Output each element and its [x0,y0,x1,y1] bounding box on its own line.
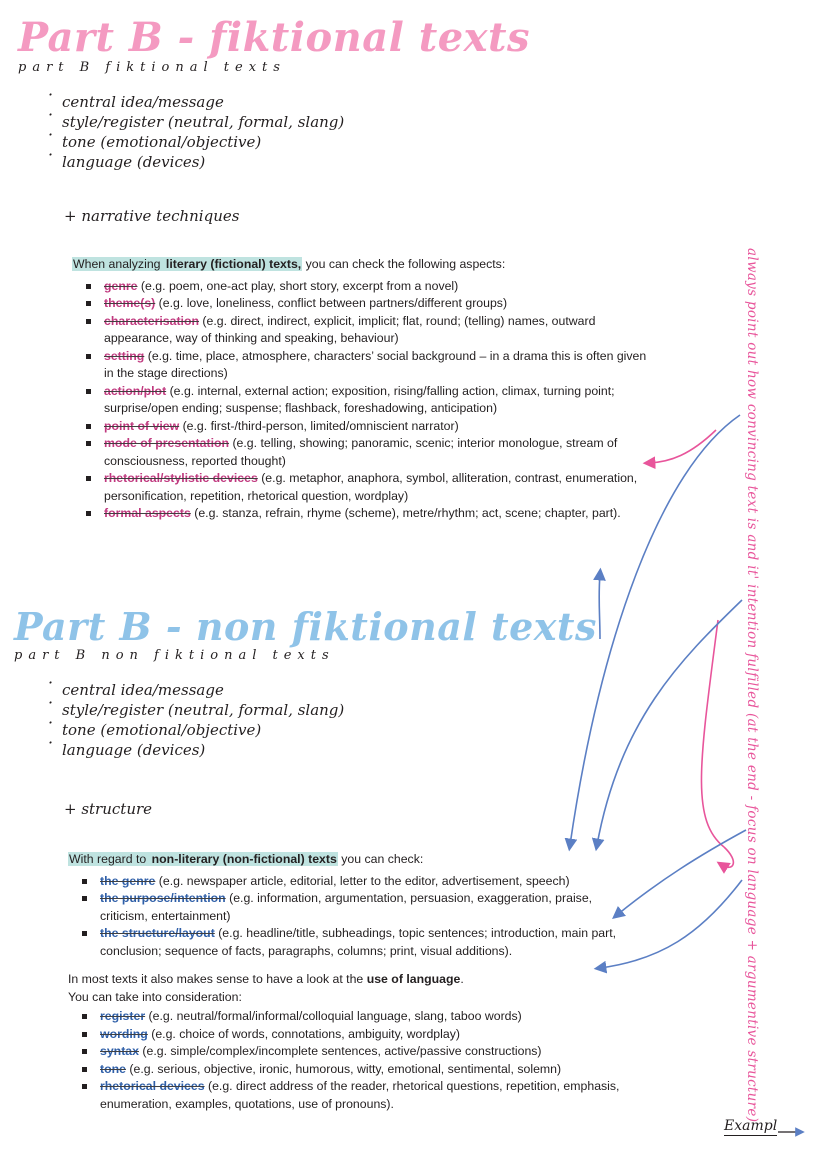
list-item [72,348,652,383]
section-b-language-list [68,1008,628,1113]
item-text: (e.g. serious, objective, ironic, humorous, witty, emotional, sentimental, solemn) [125,1061,562,1076]
list-item [68,925,628,960]
list-item [68,1061,628,1079]
keyword: genre [104,278,138,293]
item-text: (e.g. poem, one-act play, short story, excerpt from a novel) [137,278,459,293]
item-text: (e.g. telling, showing; panoramic, scenic; interior monologue, stream of consciousness, reported thought) [104,436,618,468]
list-item [72,313,652,348]
item-text: (e.g. internal, external action; exposition, rising/falling action, climax, turning point; surprise/open ending; suspense; flashback, foreshadowing, anticipation) [104,383,615,415]
list-item [68,1078,628,1113]
keyword: theme(s) [104,296,156,310]
list-item [72,418,652,436]
keyword: characterisation [104,313,200,328]
item-text: (e.g. neutral/formal/informal/colloquial language, slang, taboo words) [145,1009,522,1023]
keyword: register [100,1009,146,1023]
example-note: Exampl [724,1118,778,1134]
list-item [72,470,652,505]
list-item [72,435,652,470]
list-item: · tone (emotional/objective) [44,720,344,740]
item-text: (e.g. love, loneliness, conflict between partners/different groups) [155,296,508,310]
intro-post: you can check: [337,852,424,866]
item-text: (e.g. stanza, refrain, rhyme (scheme), metre/rhythm; act, scene; chapter, part). [190,506,621,520]
list-item [68,1008,628,1026]
keyword: rhetorical devices [100,1079,205,1093]
intro-bold: literary (fictional) texts, [165,257,302,271]
section-b-handwritten-list [44,680,344,760]
section-b-plus-note: + structure [64,800,153,818]
use-of-language-line [68,971,628,989]
list-item [72,278,652,296]
intro-pre: When analyzing [73,257,164,271]
consideration-line: You can take into consideration: [68,989,242,1004]
intro-pre: With regard to [69,852,150,866]
section-b-title [14,604,597,663]
item-text: (e.g. direct address of the reader, rhetorical questions, repetition, emphasis, enumeration, examples, quotations, use of pronouns). [100,1079,620,1111]
list-item [68,873,628,891]
item-text: (e.g. newspaper article, editorial, letter to the editor, advertisement, speech) [155,873,570,888]
list-item: · central idea/message [44,680,344,700]
section-a-aspect-list [72,278,652,523]
list-item: · language (devices) [44,740,344,760]
section-b-title-script: Part B - non fiktional texts [14,604,597,649]
keyword: action/plot [104,383,167,398]
keyword: point of view [104,418,180,433]
mid-line-post: . [460,972,464,986]
list-item [72,383,652,418]
keyword: the structure/layout [100,926,215,940]
keyword: the genre [100,873,156,888]
list-item: · central idea/message [44,92,344,112]
list-item [68,1043,628,1061]
item-text: (e.g. headline/title, subheadings, topic sentences; introduction, main part, conclusion; sequence of facts, paragraphs, columns; print, visual additions). [100,926,617,958]
section-b-printed-block [68,851,628,1113]
item-text: (e.g. direct, indirect, explicit, implicit; flat, round; (telling) names, outward appearance, way of thinking and speaking, behaviour) [104,313,596,345]
item-text: (e.g. time, place, atmosphere, characters’ social background – in a drama this is often given in the stage directions) [104,348,647,380]
keyword: tone [100,1061,126,1076]
section-b-intro [68,851,628,869]
keyword: rhetorical/stylistic devices [104,471,258,485]
keyword: setting [104,348,145,363]
vertical-annotation-note: always point out how convincing text is and it' intention fulfilled (at the end - focus on language + argumentive structure) [744,248,760,1123]
list-item: · style/register (neutral, formal, slang) [44,700,344,720]
section-a-title-spaced: part B fiktional texts [18,60,286,75]
mid-line-pre: In most texts it also makes sense to have a look at the [68,972,367,986]
section-a-intro [72,256,652,274]
list-item: · style/register (neutral, formal, slang) [44,112,344,132]
item-text: (e.g. simple/complex/incomplete sentences, active/passive constructions) [138,1044,542,1058]
list-item [72,295,652,313]
list-item: · tone (emotional/objective) [44,132,344,152]
list-item [72,505,652,523]
item-text: (e.g. choice of words, connotations, ambiguity, wordplay) [147,1026,460,1041]
item-text: (e.g. information, argumentation, persuasion, exaggeration, praise, criticism, entertainment) [100,891,593,923]
section-b-title-spaced: part B non fiktional texts [14,648,335,663]
intro-post: you can check the following aspects: [302,257,506,271]
keyword: formal aspects [104,506,191,520]
section-b-aspect-list [68,873,628,961]
section-a-title [18,14,531,75]
item-text: (e.g. metaphor, anaphora, symbol, alliteration, contrast, enumeration, personification, repetition, rhetorical question, wordplay) [104,471,638,503]
section-a-printed-block [72,256,652,523]
intro-bold: non-literary (non-fictional) texts [151,852,337,866]
keyword: syntax [100,1044,139,1058]
keyword: wording [100,1026,148,1041]
section-a-title-script: Part B - fiktional texts [18,14,531,61]
section-a-plus-note: + narrative techniques [64,207,240,225]
item-text: (e.g. first-/third-person, limited/omniscient narrator) [179,418,459,433]
list-item [68,1026,628,1044]
section-a-handwritten-list [44,92,344,172]
keyword: mode of presentation [104,436,230,450]
list-item [68,890,628,925]
list-item: · language (devices) [44,152,344,172]
keyword: the purpose/intention [100,891,226,905]
mid-line-bold: use of language [366,972,461,986]
